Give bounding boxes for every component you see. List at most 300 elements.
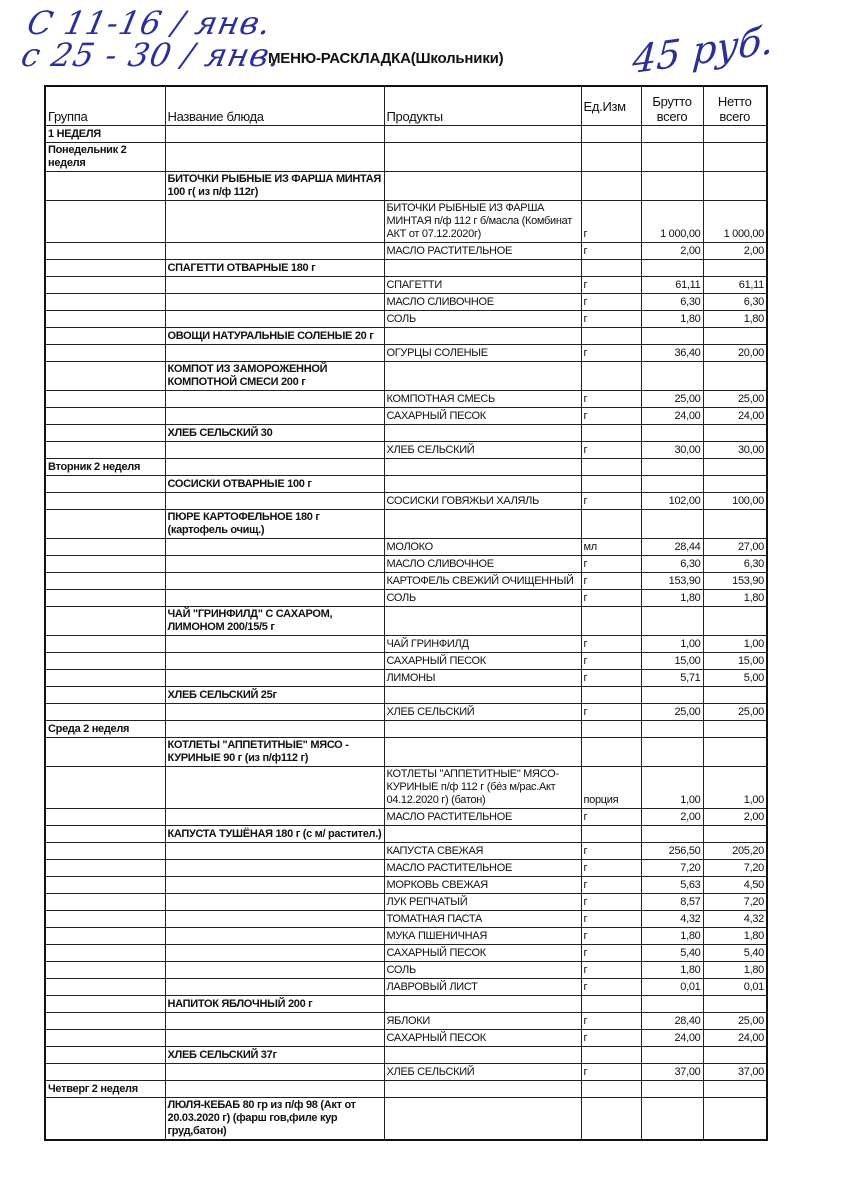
unit-cell: [581, 126, 641, 143]
group-cell: [45, 653, 165, 670]
table-row: [45, 294, 767, 311]
group-cell: [45, 328, 165, 345]
dish-name-cell: БИТОЧКИ РЫБНЫЕ ИЗ ФАРША МИНТАЯ 100 г( из п/ф 112г): [165, 172, 384, 201]
net-cell: 153,90: [703, 573, 767, 590]
table-row: [45, 1064, 767, 1081]
net-cell: 0,01: [703, 979, 767, 996]
product-cell: [384, 172, 581, 201]
unit-cell: г: [581, 493, 641, 510]
group-cell: [45, 311, 165, 328]
table-row: [45, 704, 767, 721]
unit-cell: г: [581, 1064, 641, 1081]
gross-cell: 30,00: [641, 442, 703, 459]
product-cell: МАСЛО РАСТИТЕЛЬНОЕ: [384, 809, 581, 826]
unit-cell: г: [581, 590, 641, 607]
table-row: [45, 894, 767, 911]
product-cell: САХАРНЫЙ ПЕСОК: [384, 653, 581, 670]
net-cell: [703, 607, 767, 636]
net-cell: 6,30: [703, 294, 767, 311]
unit-cell: г: [581, 556, 641, 573]
gross-cell: [641, 996, 703, 1013]
unit-cell: г: [581, 277, 641, 294]
unit-cell: [581, 260, 641, 277]
product-cell: ХЛЕБ СЕЛЬСКИЙ: [384, 704, 581, 721]
group-cell: [45, 738, 165, 767]
gross-cell: 1,80: [641, 590, 703, 607]
table-row: [45, 687, 767, 704]
dish-name-cell: [165, 345, 384, 362]
product-cell: МУКА ПШЕНИЧНАЯ: [384, 928, 581, 945]
product-cell: ЛИМОНЫ: [384, 670, 581, 687]
unit-cell: г: [581, 636, 641, 653]
unit-cell: [581, 687, 641, 704]
product-cell: [384, 826, 581, 843]
dish-name-cell: [165, 928, 384, 945]
group-cell: [45, 201, 165, 243]
gross-cell: 28,40: [641, 1013, 703, 1030]
table-row: [45, 911, 767, 928]
dish-name-cell: НАПИТОК ЯБЛОЧНЫЙ 200 г: [165, 996, 384, 1013]
product-cell: [384, 143, 581, 172]
gross-cell: [641, 143, 703, 172]
gross-cell: [641, 721, 703, 738]
table-row: [45, 590, 767, 607]
dish-name-cell: [165, 539, 384, 556]
net-cell: [703, 172, 767, 201]
unit-cell: г: [581, 391, 641, 408]
group-cell: [45, 607, 165, 636]
gross-cell: [641, 510, 703, 539]
group-cell: [45, 767, 165, 809]
gross-cell: 6,30: [641, 556, 703, 573]
table-row: [45, 721, 767, 738]
unit-cell: г: [581, 243, 641, 260]
net-cell: 25,00: [703, 1013, 767, 1030]
product-cell: МОЛОКО: [384, 539, 581, 556]
product-cell: КАРТОФЕЛЬ СВЕЖИЙ ОЧИЩЕННЫЙ: [384, 573, 581, 590]
group-cell: Понедельник 2 неделя: [45, 143, 165, 172]
dish-name-cell: [165, 590, 384, 607]
product-cell: [384, 721, 581, 738]
unit-cell: [581, 1047, 641, 1064]
net-cell: [703, 996, 767, 1013]
gross-cell: [641, 607, 703, 636]
table-row: [45, 1047, 767, 1064]
net-cell: 61,11: [703, 277, 767, 294]
group-cell: [45, 556, 165, 573]
net-cell: 1,80: [703, 928, 767, 945]
net-cell: 27,00: [703, 539, 767, 556]
gross-cell: 25,00: [641, 704, 703, 721]
product-cell: КОТЛЕТЫ "АППЕТИТНЫЕ" МЯСО-КУРИНЫЕ п/ф 112 г (бéз м/рас.Акт 04.12.2020 г) (батон): [384, 767, 581, 809]
unit-cell: порция: [581, 767, 641, 809]
document-title: МЕНЮ-РАСКЛАДКА(Школьники): [268, 50, 504, 67]
group-cell: [45, 996, 165, 1013]
group-cell: [45, 442, 165, 459]
unit-cell: г: [581, 877, 641, 894]
table-row: [45, 362, 767, 391]
product-cell: КАПУСТА СВЕЖАЯ: [384, 843, 581, 860]
gross-cell: 24,00: [641, 408, 703, 425]
product-cell: МАСЛО РАСТИТЕЛЬНОЕ: [384, 860, 581, 877]
gross-cell: 7,20: [641, 860, 703, 877]
handwritten-price: 45 руб.: [631, 17, 775, 83]
table-row: [45, 201, 767, 243]
gross-cell: 24,00: [641, 1030, 703, 1047]
gross-cell: [641, 738, 703, 767]
dish-name-cell: СПАГЕТТИ ОТВАРНЫЕ 180 г: [165, 260, 384, 277]
group-cell: [45, 877, 165, 894]
product-cell: [384, 476, 581, 493]
unit-cell: г: [581, 911, 641, 928]
header-gross: Брутто всего: [641, 86, 703, 126]
product-cell: ХЛЕБ СЕЛЬСКИЙ: [384, 1064, 581, 1081]
net-cell: 1 000,00: [703, 201, 767, 243]
unit-cell: г: [581, 201, 641, 243]
net-cell: 20,00: [703, 345, 767, 362]
group-cell: [45, 510, 165, 539]
net-cell: 1,80: [703, 962, 767, 979]
table-row: [45, 860, 767, 877]
dish-name-cell: [165, 809, 384, 826]
dish-name-cell: [165, 442, 384, 459]
group-cell: [45, 408, 165, 425]
unit-cell: [581, 362, 641, 391]
product-cell: БИТОЧКИ РЫБНЫЕ ИЗ ФАРША МИНТАЯ п/ф 112 г б/масла (Комбинат АКТ от 07.12.2020г): [384, 201, 581, 243]
unit-cell: г: [581, 843, 641, 860]
gross-cell: [641, 476, 703, 493]
product-cell: [384, 607, 581, 636]
dish-name-cell: [165, 573, 384, 590]
group-cell: Среда 2 неделя: [45, 721, 165, 738]
dish-name-cell: ЛЮЛЯ-КЕБАБ 80 гр из п/ф 98 (Акт от 20.03.2020 г) (фарш гов,филе кур груд,батон): [165, 1098, 384, 1141]
dish-name-cell: [165, 653, 384, 670]
product-cell: СОЛЬ: [384, 590, 581, 607]
net-cell: 5,00: [703, 670, 767, 687]
table-row: [45, 670, 767, 687]
product-cell: [384, 738, 581, 767]
gross-cell: [641, 172, 703, 201]
gross-cell: [641, 126, 703, 143]
gross-cell: 1,80: [641, 928, 703, 945]
product-cell: ОГУРЦЫ СОЛЕНЫЕ: [384, 345, 581, 362]
unit-cell: мл: [581, 539, 641, 556]
net-cell: 15,00: [703, 653, 767, 670]
unit-cell: г: [581, 442, 641, 459]
dish-name-cell: [165, 1064, 384, 1081]
dish-name-cell: [165, 670, 384, 687]
table-row: [45, 945, 767, 962]
group-cell: [45, 1030, 165, 1047]
group-cell: [45, 425, 165, 442]
table-row: [45, 877, 767, 894]
unit-cell: г: [581, 894, 641, 911]
product-cell: ЧАЙ ГРИНФИЛД: [384, 636, 581, 653]
unit-cell: г: [581, 653, 641, 670]
unit-cell: г: [581, 311, 641, 328]
net-cell: [703, 126, 767, 143]
table-row: [45, 556, 767, 573]
gross-cell: 6,30: [641, 294, 703, 311]
unit-cell: г: [581, 945, 641, 962]
unit-cell: [581, 607, 641, 636]
net-cell: 6,30: [703, 556, 767, 573]
net-cell: [703, 738, 767, 767]
unit-cell: [581, 738, 641, 767]
group-cell: 1 НЕДЕЛЯ: [45, 126, 165, 143]
table-row: [45, 539, 767, 556]
net-cell: 25,00: [703, 391, 767, 408]
unit-cell: г: [581, 962, 641, 979]
unit-cell: г: [581, 408, 641, 425]
group-cell: [45, 894, 165, 911]
product-cell: [384, 459, 581, 476]
group-cell: [45, 826, 165, 843]
net-cell: 1,00: [703, 636, 767, 653]
table-row: [45, 442, 767, 459]
table-row: [45, 767, 767, 809]
dish-name-cell: [165, 391, 384, 408]
product-cell: [384, 260, 581, 277]
dish-name-cell: [165, 1013, 384, 1030]
dish-name-cell: КАПУСТА ТУШЁНАЯ 180 г (с м/ растител.): [165, 826, 384, 843]
dish-name-cell: [165, 243, 384, 260]
net-cell: 24,00: [703, 1030, 767, 1047]
group-cell: [45, 260, 165, 277]
gross-cell: 37,00: [641, 1064, 703, 1081]
group-cell: [45, 172, 165, 201]
table-row: [45, 391, 767, 408]
dish-name-cell: [165, 767, 384, 809]
product-cell: ЯБЛОКИ: [384, 1013, 581, 1030]
group-cell: [45, 979, 165, 996]
table-row: [45, 345, 767, 362]
table-row: [45, 143, 767, 172]
product-cell: [384, 510, 581, 539]
header-dish-name: Название блюда: [165, 86, 384, 126]
product-cell: [384, 362, 581, 391]
unit-cell: г: [581, 670, 641, 687]
table-row: [45, 843, 767, 860]
gross-cell: 1 000,00: [641, 201, 703, 243]
gross-cell: 15,00: [641, 653, 703, 670]
dish-name-cell: КОТЛЕТЫ "АППЕТИТНЫЕ" МЯСО - КУРИНЫЕ 90 г (из п/ф112 г): [165, 738, 384, 767]
unit-cell: г: [581, 928, 641, 945]
net-cell: 2,00: [703, 809, 767, 826]
product-cell: [384, 687, 581, 704]
table-row: [45, 1013, 767, 1030]
net-cell: 100,00: [703, 493, 767, 510]
gross-cell: 0,01: [641, 979, 703, 996]
product-cell: [384, 1098, 581, 1141]
gross-cell: 36,40: [641, 345, 703, 362]
group-cell: Вторник 2 неделя: [45, 459, 165, 476]
dish-name-cell: ПЮРЕ КАРТОФЕЛЬНОЕ 180 г (картофель очищ.): [165, 510, 384, 539]
net-cell: [703, 143, 767, 172]
group-cell: [45, 670, 165, 687]
dish-name-cell: [165, 843, 384, 860]
group-cell: [45, 573, 165, 590]
net-cell: [703, 362, 767, 391]
unit-cell: [581, 1098, 641, 1141]
net-cell: 4,50: [703, 877, 767, 894]
gross-cell: 153,90: [641, 573, 703, 590]
dish-name-cell: [165, 294, 384, 311]
table-row: [45, 408, 767, 425]
group-cell: [45, 1013, 165, 1030]
group-cell: [45, 1047, 165, 1064]
table-row: [45, 573, 767, 590]
dish-name-cell: [165, 459, 384, 476]
group-cell: [45, 243, 165, 260]
product-cell: [384, 126, 581, 143]
dish-name-cell: [165, 201, 384, 243]
menu-table: [44, 85, 768, 1141]
gross-cell: 4,32: [641, 911, 703, 928]
dish-name-cell: ХЛЕБ СЕЛЬСКИЙ 25г: [165, 687, 384, 704]
group-cell: Четверг 2 неделя: [45, 1081, 165, 1098]
net-cell: 205,20: [703, 843, 767, 860]
table-row: [45, 260, 767, 277]
net-cell: [703, 425, 767, 442]
group-cell: [45, 843, 165, 860]
net-cell: 30,00: [703, 442, 767, 459]
product-cell: [384, 1047, 581, 1064]
gross-cell: [641, 459, 703, 476]
group-cell: [45, 362, 165, 391]
table-row: [45, 277, 767, 294]
product-cell: [384, 425, 581, 442]
product-cell: ЛУК РЕПЧАТЫЙ: [384, 894, 581, 911]
table-row: [45, 809, 767, 826]
net-cell: [703, 1098, 767, 1141]
unit-cell: [581, 425, 641, 442]
product-cell: ТОМАТНАЯ ПАСТА: [384, 911, 581, 928]
product-cell: [384, 328, 581, 345]
net-cell: [703, 260, 767, 277]
group-cell: [45, 590, 165, 607]
gross-cell: [641, 328, 703, 345]
header-unit: Ед.Изм: [581, 86, 641, 126]
table-row: [45, 979, 767, 996]
group-cell: [45, 345, 165, 362]
table-row: [45, 826, 767, 843]
table-row: [45, 172, 767, 201]
product-cell: МАСЛО СЛИВОЧНОЕ: [384, 294, 581, 311]
dish-name-cell: ХЛЕБ СЕЛЬСКИЙ 30: [165, 425, 384, 442]
product-cell: КОМПОТНАЯ СМЕСЬ: [384, 391, 581, 408]
unit-cell: г: [581, 809, 641, 826]
dish-name-cell: [165, 277, 384, 294]
net-cell: 25,00: [703, 704, 767, 721]
group-cell: [45, 704, 165, 721]
gross-cell: [641, 260, 703, 277]
header-net: Нетто всего: [703, 86, 767, 126]
table-row: [45, 1081, 767, 1098]
product-cell: ХЛЕБ СЕЛЬСКИЙ: [384, 442, 581, 459]
unit-cell: [581, 143, 641, 172]
group-cell: [45, 928, 165, 945]
unit-cell: г: [581, 345, 641, 362]
dish-name-cell: [165, 877, 384, 894]
table-row: [45, 996, 767, 1013]
group-cell: [45, 860, 165, 877]
table-row: [45, 1030, 767, 1047]
unit-cell: г: [581, 860, 641, 877]
dish-name-cell: [165, 962, 384, 979]
group-cell: [45, 493, 165, 510]
gross-cell: 1,80: [641, 962, 703, 979]
dish-name-cell: [165, 704, 384, 721]
dish-name-cell: [165, 636, 384, 653]
table-row: [45, 243, 767, 260]
unit-cell: [581, 476, 641, 493]
gross-cell: 28,44: [641, 539, 703, 556]
unit-cell: [581, 172, 641, 201]
group-cell: [45, 809, 165, 826]
group-cell: [45, 294, 165, 311]
dish-name-cell: [165, 894, 384, 911]
product-cell: МАСЛО РАСТИТЕЛЬНОЕ: [384, 243, 581, 260]
net-cell: [703, 476, 767, 493]
net-cell: 1,00: [703, 767, 767, 809]
gross-cell: [641, 826, 703, 843]
unit-cell: г: [581, 294, 641, 311]
table-row: [45, 738, 767, 767]
product-cell: САХАРНЫЙ ПЕСОК: [384, 408, 581, 425]
gross-cell: 5,63: [641, 877, 703, 894]
table-row: [45, 510, 767, 539]
product-cell: СОЛЬ: [384, 311, 581, 328]
dish-name-cell: [165, 408, 384, 425]
table-row: [45, 311, 767, 328]
gross-cell: [641, 1098, 703, 1141]
unit-cell: [581, 996, 641, 1013]
unit-cell: [581, 328, 641, 345]
product-cell: [384, 1081, 581, 1098]
table-row: [45, 636, 767, 653]
product-cell: [384, 996, 581, 1013]
dish-name-cell: [165, 911, 384, 928]
gross-cell: 2,00: [641, 243, 703, 260]
net-cell: [703, 721, 767, 738]
group-cell: [45, 911, 165, 928]
unit-cell: г: [581, 704, 641, 721]
product-cell: САХАРНЫЙ ПЕСОК: [384, 1030, 581, 1047]
net-cell: 24,00: [703, 408, 767, 425]
net-cell: [703, 328, 767, 345]
handwritten-dates-2: с 25 - 30 / янв.: [17, 36, 285, 74]
gross-cell: 1,80: [641, 311, 703, 328]
header-group: Группа: [45, 86, 165, 126]
net-cell: 4,32: [703, 911, 767, 928]
group-cell: [45, 277, 165, 294]
gross-cell: 25,00: [641, 391, 703, 408]
net-cell: 5,40: [703, 945, 767, 962]
net-cell: 2,00: [703, 243, 767, 260]
table-row: [45, 607, 767, 636]
group-cell: [45, 391, 165, 408]
table-row: [45, 928, 767, 945]
dish-name-cell: [165, 945, 384, 962]
net-cell: [703, 1081, 767, 1098]
gross-cell: 1,00: [641, 636, 703, 653]
dish-name-cell: [165, 126, 384, 143]
table-row: [45, 1098, 767, 1141]
unit-cell: г: [581, 1013, 641, 1030]
dish-name-cell: КОМПОТ ИЗ ЗАМОРОЖЕННОЙ КОМПОТНОЙ СМЕСИ 200 г: [165, 362, 384, 391]
group-cell: [45, 476, 165, 493]
